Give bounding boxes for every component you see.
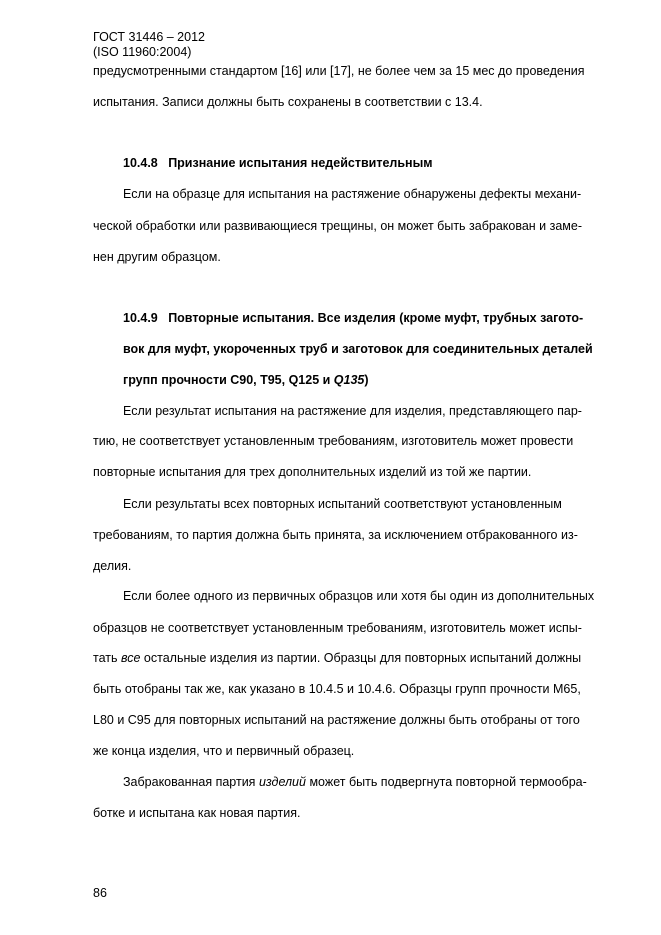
paragraph-line: нен другим образцом.: [93, 250, 221, 264]
paragraph-line: Если результаты всех повторных испытаний соответствуют установленным: [123, 497, 562, 511]
paragraph-line: тию, не соответствует установленным требованиям, изготовитель может провести: [93, 434, 574, 448]
paragraph-line: повторные испытания для трех дополнительных изделий из той же партии.: [93, 465, 532, 479]
section-title-line: вок для муфт, укороченных труб и заготовок для соединительных деталей: [123, 342, 593, 356]
paragraph-line: Если более одного из первичных образцов или хотя бы один из дополнительных: [123, 589, 595, 603]
paragraph-line: ботке и испытана как новая партия.: [93, 806, 301, 820]
section-title-line: групп прочности C90, T95, Q125 и Q135): [123, 373, 369, 387]
paragraph-line: L80 и C95 для повторных испытаний на растяжение должны быть отобраны от того: [93, 713, 580, 727]
intro-line: предусмотренными стандартом [16] или [17], не более чем за 15 мес до проведения: [93, 64, 585, 78]
iso-reference: (ISO 11960:2004): [93, 45, 192, 59]
paragraph-line: же конца изделия, что и первичный образец.: [93, 744, 355, 758]
paragraph-line: образцов не соответствует установленным требованиям, изготовитель может испы-: [93, 621, 582, 635]
paragraph-line: Если результат испытания на растяжение для изделия, представляющего пар-: [123, 404, 582, 418]
paragraph-line: тать все остальные изделия из партии. Образцы для повторных испытаний должны: [93, 651, 582, 665]
standard-id: ГОСТ 31446 – 2012: [93, 30, 205, 44]
section-title: Признание испытания недействительным: [168, 156, 433, 170]
section-number: 10.4.9: [123, 311, 158, 325]
section-10-4-9-heading: [123, 310, 583, 326]
paragraph-line: быть отобраны так же, как указано в 10.4.5 и 10.4.6. Образцы групп прочности M65,: [93, 682, 581, 696]
section-10-4-8-heading: [123, 155, 433, 171]
paragraph-line: Если на образце для испытания на растяжение обнаружены дефекты механи-: [123, 187, 582, 201]
paragraph-line: Забракованная партия изделий может быть подвергнута повторной термообра-: [123, 775, 587, 789]
paragraph-line: делия.: [93, 559, 132, 573]
section-number: 10.4.8: [123, 156, 158, 170]
document-header: [93, 30, 205, 60]
section-title: Повторные испытания. Все изделия (кроме муфт, трубных загото-: [168, 311, 584, 325]
paragraph-line: ческой обработки или развивающиеся трещины, он может быть забракован и заме-: [93, 219, 583, 233]
paragraph-line: требованиям, то партия должна быть принята, за исключением отбракованного из-: [93, 528, 578, 542]
page-number: 86: [93, 886, 107, 900]
intro-line: испытания. Записи должны быть сохранены в соответствии с 13.4.: [93, 95, 483, 109]
